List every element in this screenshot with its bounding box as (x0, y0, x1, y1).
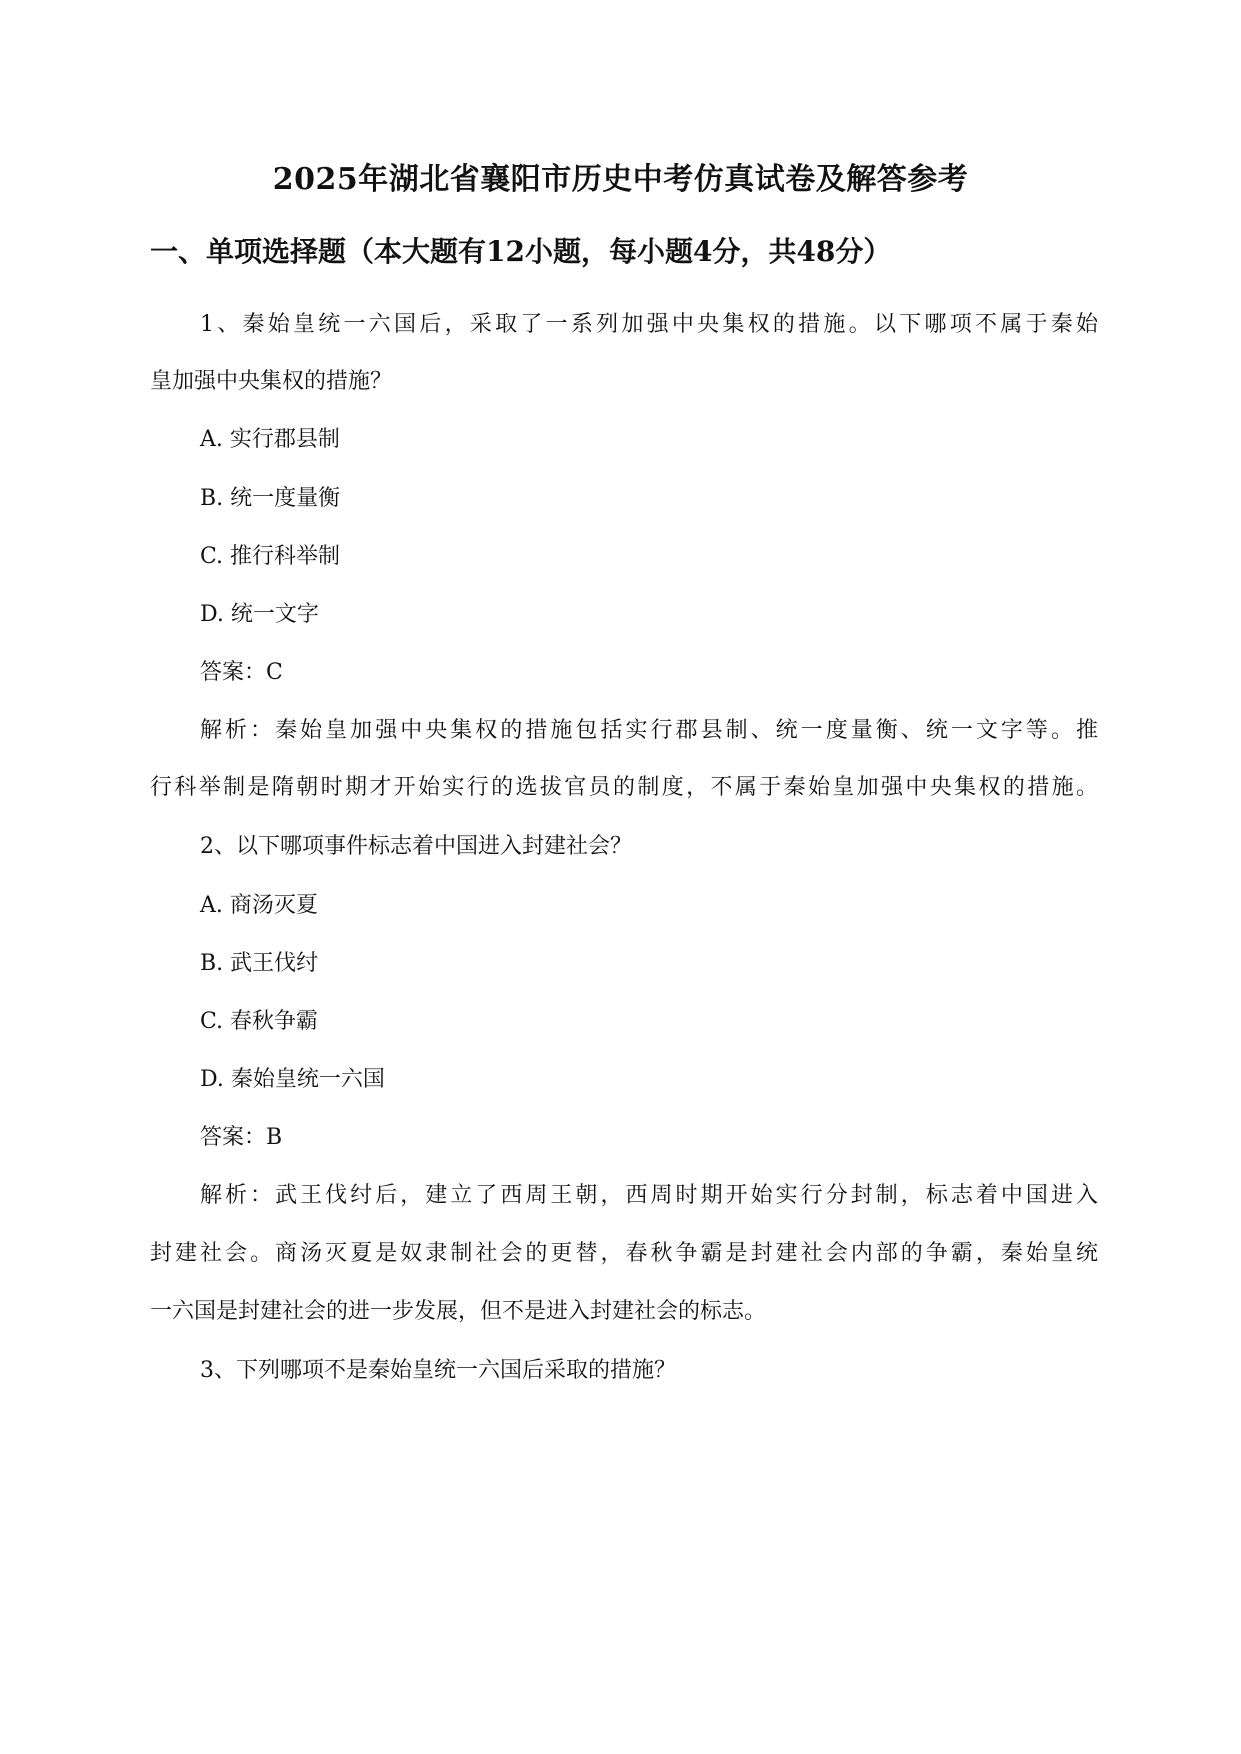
question-1-analysis-line-2: 行科举制是隋朝时期才开始实行的选拔官员的制度，不属于秦始皇加强中央集权的措施。 (150, 775, 1098, 800)
question-2-analysis-line-3: 一六国是封建社会的进一步发展，但不是进入封建社会的标志。 (150, 1299, 767, 1324)
question-1-stem-line-2: 皇加强中央集权的措施？ (150, 369, 393, 394)
question-1-analysis-line-1: 解析：秦始皇加强中央集权的措施包括实行郡县制、统一度量衡、统一文字等。推 (200, 718, 1098, 743)
question-2-option-d: D. 秦始皇统一六国 (200, 1067, 385, 1092)
question-1-stem-line-1: 1、秦始皇统一六国后，采取了一系列加强中央集权的措施。以下哪项不属于秦始 (200, 312, 1098, 337)
section-heading: 一、单项选择题（本大题有12小题，每小题4分，共48分） (150, 235, 892, 268)
question-1-option-a: A. 实行郡县制 (200, 427, 340, 452)
question-2-option-a: A. 商汤灭夏 (200, 893, 318, 918)
question-2-option-b: B. 武王伐纣 (200, 951, 319, 976)
question-2-analysis-line-1: 解析：武王伐纣后，建立了西周王朝，西周时期开始实行分封制，标志着中国进入 (200, 1183, 1098, 1208)
question-2-analysis-line-2: 封建社会。商汤灭夏是奴隶制社会的更替，春秋争霸是封建社会内部的争霸，秦始皇统 (150, 1241, 1098, 1266)
question-2-stem: 2、以下哪项事件标志着中国进入封建社会？ (200, 834, 632, 859)
question-1-option-b: B. 统一度量衡 (200, 486, 341, 511)
question-1-option-c: C. 推行科举制 (200, 544, 341, 569)
question-1-answer: 答案：C (200, 660, 283, 685)
question-1-option-d: D. 统一文字 (200, 602, 319, 627)
question-2-option-c: C. 春秋争霸 (200, 1009, 319, 1034)
question-2-answer: 答案：B (200, 1125, 283, 1150)
question-3-stem: 3、下列哪项不是秦始皇统一六国后采取的措施？ (200, 1358, 676, 1383)
document-title: 2025年湖北省襄阳市历史中考仿真试卷及解答参考 (272, 162, 969, 197)
